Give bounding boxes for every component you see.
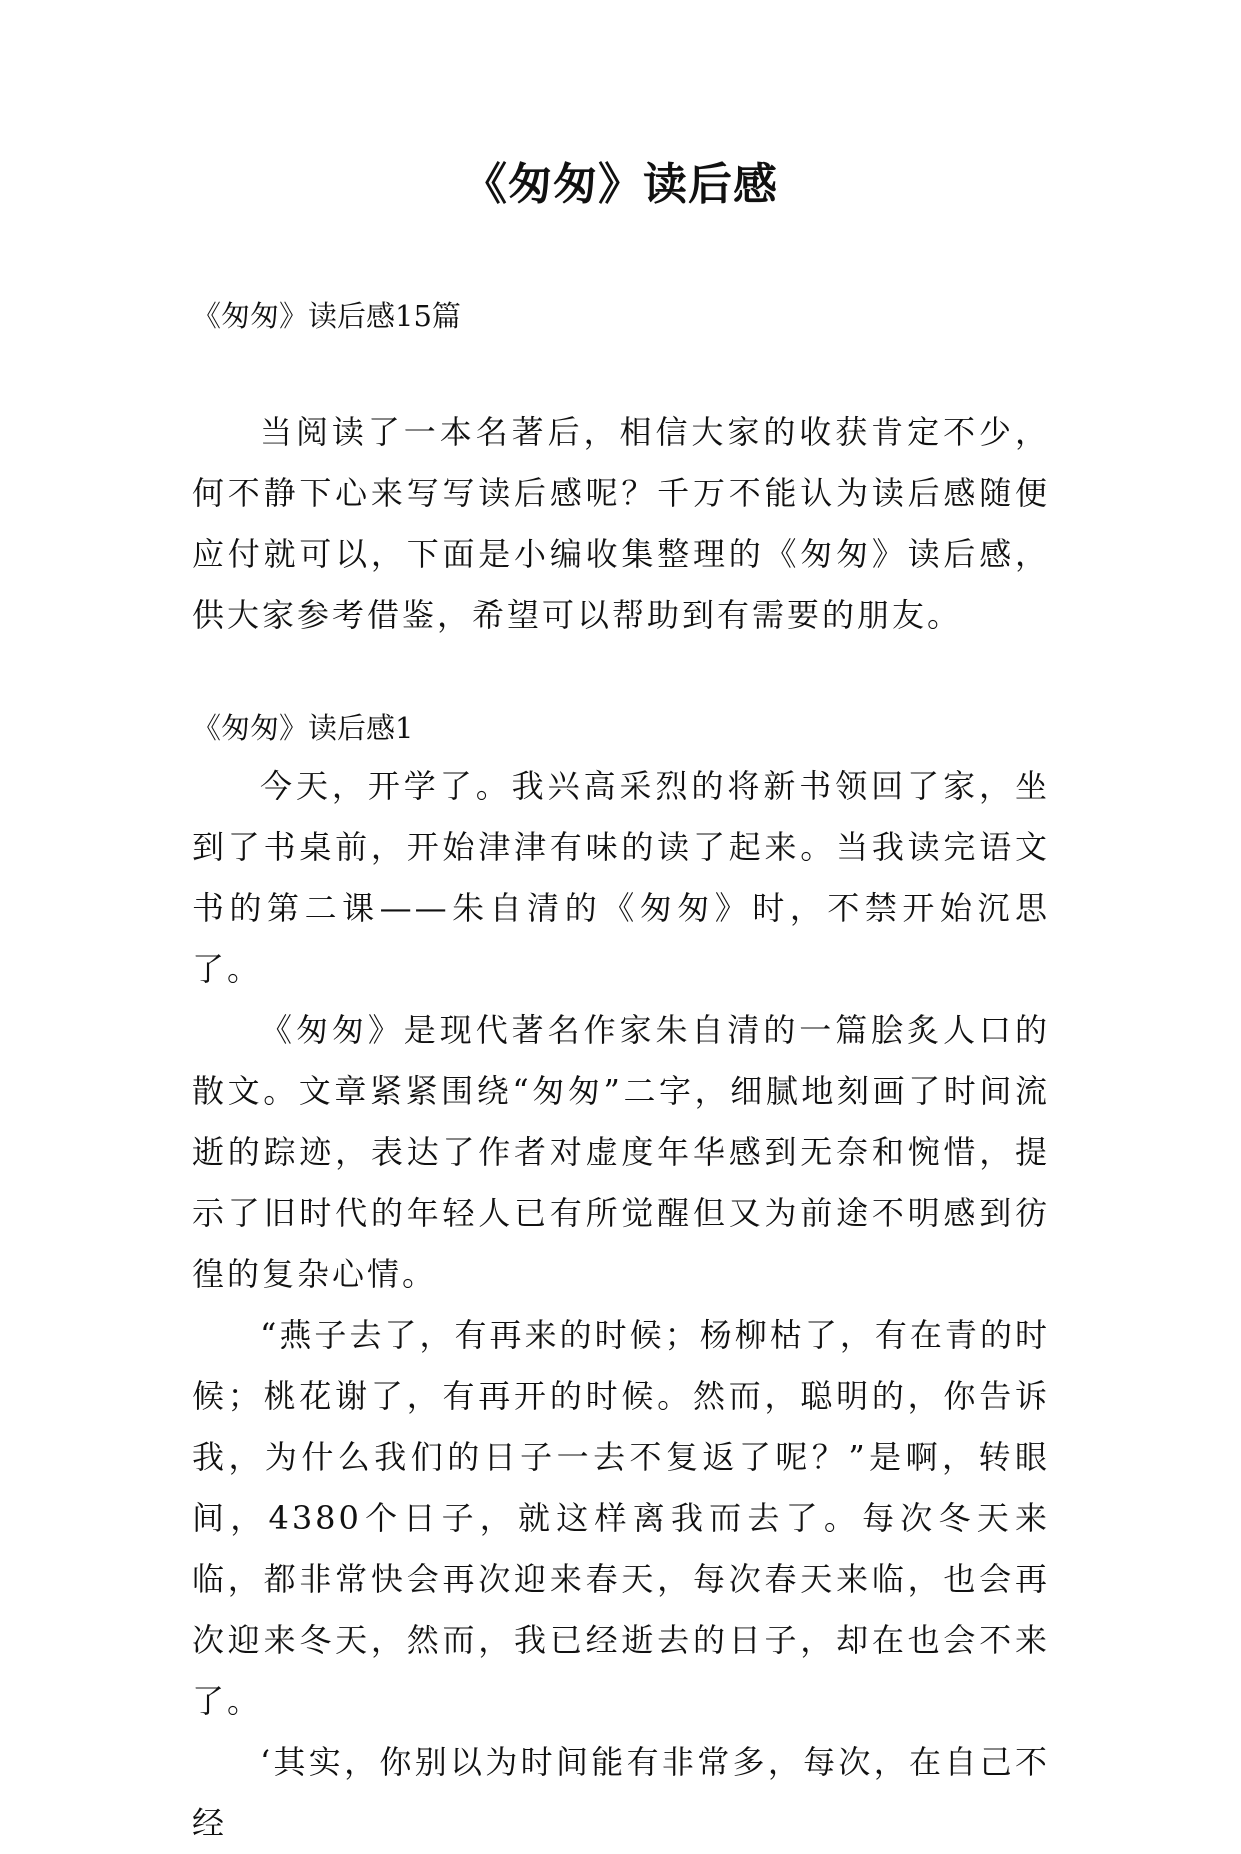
section-heading: 《匆匆》读后感1 (192, 711, 414, 745)
essay-paragraph: ‘其实，你别以为时间能有非常多，每次，在自己不经 (192, 1743, 1050, 1842)
essay-paragraph: 《匆匆》是现代著名作家朱自清的一篇脍炙人口的散文。文章紧紧围绕“匆匆”二字，细腻地刻画了时间流逝的踪迹，表达了作者对虚度年华感到无奈和惋惜，提示了旧时代的年轻人已有所觉醒但又为前途不明感到彷徨的复杂心情。 (192, 1011, 1050, 1293)
essay-body (192, 756, 1050, 1854)
document-subtitle: 《匆匆》读后感15篇 (192, 299, 461, 333)
essay-paragraph: “燕子去了，有再来的时候；杨柳枯了，有在青的时候；桃花谢了，有再开的时候。然而，聪明的，你告诉我，为什么我们的日子一去不复返了呢？”是啊，转眼间，4380个日子，就这样离我而去了。每次冬天来临，都非常快会再次迎来春天，每次春天来临，也会再次迎来冬天，然而，我已经逝去的日子，却在也会不来了。 (192, 1316, 1050, 1720)
essay-paragraph: 今天，开学了。我兴高采烈的将新书领回了家，坐到了书桌前，开始津津有味的读了起来。当我读完语文书的第二课——朱自清的《匆匆》时，不禁开始沉思了。 (192, 767, 1050, 988)
intro-paragraph: 当阅读了一本名著后，相信大家的收获肯定不少，何不静下心来写写读后感呢？千万不能认为读后感随便应付就可以，下面是小编收集整理的《匆匆》读后感，供大家参考借鉴，希望可以帮助到有需要的朋友。 (192, 413, 1050, 634)
document-title: 《匆匆》读后感 (463, 159, 778, 210)
